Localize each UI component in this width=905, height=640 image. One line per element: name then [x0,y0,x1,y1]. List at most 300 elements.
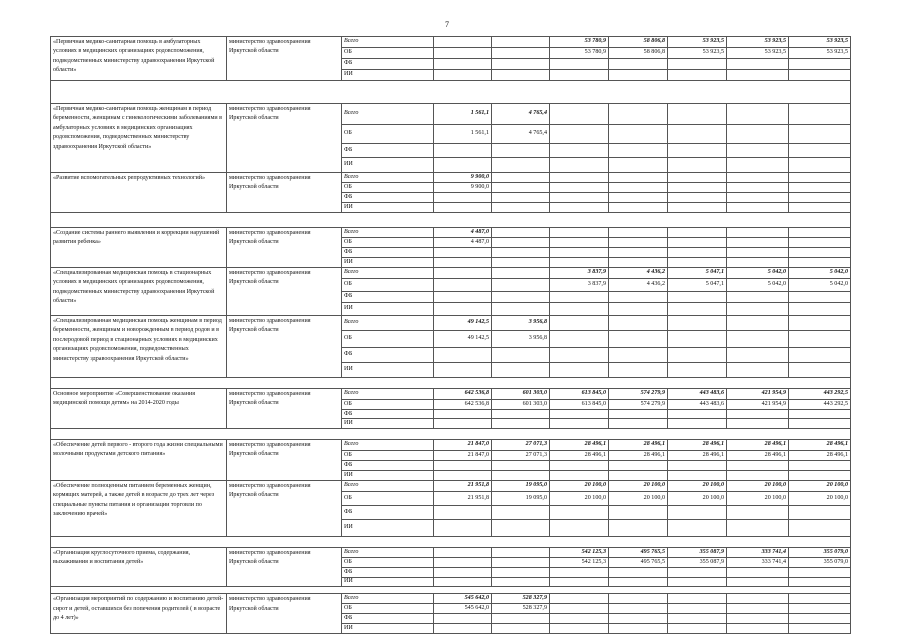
amount-cell [609,158,668,173]
amount-cell [609,104,668,125]
funding-source: ФБ [342,248,434,258]
amount-cell: 3 956,8 [492,316,550,331]
amount-cell [668,104,727,125]
amount-cell [434,363,492,378]
amount-cell [668,183,727,193]
amount-cell [492,460,550,470]
amount-cell [550,248,609,258]
amount-cell [789,363,851,378]
amount-cell: 443 483,6 [668,400,727,410]
amount-cell: 542 125,3 [550,547,609,557]
row-gap [51,428,851,439]
amount-cell [434,567,492,577]
amount-cell [550,59,609,70]
amount-cell [550,238,609,248]
amount-cell [492,348,550,363]
amount-cell [789,594,851,604]
amount-cell [789,258,851,268]
amount-cell: 574 279,9 [609,400,668,410]
amount-cell [609,614,668,624]
amount-cell: 642 536,8 [434,400,492,410]
amount-cell [668,173,727,183]
amount-cell [727,248,789,258]
funding-source: ФБ [342,193,434,203]
amount-cell [550,292,609,303]
amount-cell [434,203,492,213]
amount-cell [550,193,609,203]
amount-cell [668,59,727,70]
amount-cell: 3 837,9 [550,279,609,292]
amount-cell [727,348,789,363]
row-gap-cell [51,536,851,547]
table-row [51,480,851,491]
row-gap [51,213,851,228]
amount-cell [727,519,789,536]
amount-cell [727,303,789,316]
responsible-executor: министерство здравоохранения Иркутской области [227,389,342,429]
amount-cell: 53 780,9 [550,48,609,59]
amount-cell [668,238,727,248]
amount-cell [492,203,550,213]
amount-cell [434,419,492,428]
amount-cell [727,292,789,303]
amount-cell: 355 087,9 [668,557,727,567]
funding-source: ОБ [342,125,434,144]
amount-cell [492,248,550,258]
funding-source: Всего [342,173,434,183]
amount-cell: 20 100,0 [727,491,789,505]
amount-cell [789,193,851,203]
amount-cell [789,419,851,428]
amount-cell [492,410,550,419]
amount-cell: 642 536,8 [434,389,492,400]
amount-cell [550,258,609,268]
amount-cell [434,279,492,292]
amount-cell [609,604,668,614]
responsible-executor: министерство здравоохранения Иркутской области [227,268,342,316]
amount-cell: 28 496,1 [550,439,609,450]
amount-cell [492,292,550,303]
amount-cell: 28 496,1 [668,439,727,450]
amount-cell [434,303,492,316]
amount-cell [492,268,550,279]
amount-cell [492,303,550,316]
amount-cell: 49 142,5 [434,331,492,348]
funding-source: ИИ [342,577,434,586]
amount-cell [789,228,851,238]
amount-cell: 3 837,9 [550,268,609,279]
amount-cell [789,316,851,331]
amount-cell: 20 100,0 [789,491,851,505]
amount-cell: 21 951,8 [434,491,492,505]
amount-cell [668,577,727,586]
funding-source: Всего [342,594,434,604]
amount-cell: 5 042,0 [727,268,789,279]
amount-cell [434,59,492,70]
amount-cell: 28 496,1 [789,439,851,450]
program-name: «Обеспечение детей первого - второго года жизни специальными молочными продуктами детского питания» [51,439,227,480]
amount-cell [550,519,609,536]
row-gap [51,587,851,594]
funding-source: ОБ [342,604,434,614]
amount-cell [434,158,492,173]
amount-cell [789,470,851,480]
amount-cell: 355 087,9 [668,547,727,557]
amount-cell [727,594,789,604]
amount-cell: 19 095,0 [492,480,550,491]
amount-cell [609,303,668,316]
amount-cell: 5 047,1 [668,279,727,292]
amount-cell [727,258,789,268]
amount-cell [668,470,727,480]
funding-source: ИИ [342,419,434,428]
amount-cell [727,419,789,428]
amount-cell [609,348,668,363]
amount-cell [492,567,550,577]
amount-cell [492,59,550,70]
amount-cell [492,238,550,248]
amount-cell [609,193,668,203]
amount-cell: 333 741,4 [727,547,789,557]
funding-source: ФБ [342,292,434,303]
amount-cell [668,363,727,378]
program-name: «Первичная медико-санитарная помощь женщинам в период беременности, женщинам с гинекологическими заболеваниями в амбулаторных условиях в медицинских организациях родовспоможения, подведомственных министерству здравоохранения Иркутской области» [51,104,227,173]
program-name: «Специализированная медицинская помощь в стационарных условиях в медицинских организациях родовспоможения, подведомственных министерству здравоохранения Иркутской области» [51,268,227,316]
amount-cell [550,125,609,144]
amount-cell [550,604,609,614]
amount-cell: 53 780,9 [550,37,609,48]
amount-cell [434,614,492,624]
amount-cell [727,183,789,193]
funding-source: ФБ [342,348,434,363]
amount-cell: 19 095,0 [492,491,550,505]
amount-cell [668,419,727,428]
amount-cell [789,59,851,70]
amount-cell [668,303,727,316]
amount-cell [609,410,668,419]
amount-cell [550,70,609,81]
amount-cell: 53 923,5 [727,48,789,59]
funding-source: ОБ [342,400,434,410]
amount-cell: 1 561,1 [434,104,492,125]
funding-source: Всего [342,439,434,450]
amount-cell [609,203,668,213]
amount-cell [492,48,550,59]
amount-cell [789,70,851,81]
funding-source: ФБ [342,505,434,519]
amount-cell [550,460,609,470]
amount-cell: 5 042,0 [789,268,851,279]
responsible-executor: министерство здравоохранения Иркутской области [227,173,342,213]
amount-cell [492,258,550,268]
amount-cell [668,125,727,144]
amount-cell [434,248,492,258]
amount-cell: 5 042,0 [727,279,789,292]
amount-cell [727,470,789,480]
amount-cell [668,567,727,577]
amount-cell: 28 496,1 [668,450,727,460]
amount-cell: 421 954,9 [727,400,789,410]
amount-cell: 4 765,4 [492,104,550,125]
amount-cell: 601 303,0 [492,400,550,410]
amount-cell [789,183,851,193]
amount-cell [727,238,789,248]
program-name: «Создание системы раннего выявления и коррекции нарушений развития ребенка» [51,228,227,268]
amount-cell [668,594,727,604]
amount-cell [434,505,492,519]
amount-cell [434,557,492,567]
amount-cell: 495 765,5 [609,547,668,557]
funding-source: Всего [342,228,434,238]
amount-cell: 20 100,0 [789,480,851,491]
amount-cell [434,348,492,363]
amount-cell: 58 806,8 [609,37,668,48]
amount-cell: 613 845,0 [550,400,609,410]
amount-cell [727,228,789,238]
amount-cell [668,460,727,470]
amount-cell [727,410,789,419]
amount-cell: 333 741,4 [727,557,789,567]
amount-cell [492,519,550,536]
amount-cell [727,104,789,125]
amount-cell [789,104,851,125]
amount-cell [668,331,727,348]
amount-cell [434,624,492,634]
amount-cell [727,316,789,331]
amount-cell: 443 483,6 [668,389,727,400]
amount-cell: 421 954,9 [727,389,789,400]
amount-cell: 443 292,5 [789,400,851,410]
amount-cell [789,410,851,419]
amount-cell: 355 079,0 [789,557,851,567]
amount-cell: 4 436,2 [609,268,668,279]
amount-cell [434,519,492,536]
amount-cell [492,144,550,158]
amount-cell: 53 923,5 [789,37,851,48]
amount-cell: 53 923,5 [668,37,727,48]
amount-cell: 53 923,5 [668,48,727,59]
row-gap-cell [51,587,851,594]
amount-cell [492,193,550,203]
amount-cell: 355 079,0 [789,547,851,557]
amount-cell: 545 642,0 [434,604,492,614]
amount-cell [492,557,550,567]
amount-cell [789,331,851,348]
amount-cell: 20 100,0 [550,480,609,491]
amount-cell [727,173,789,183]
amount-cell [609,70,668,81]
amount-cell: 20 100,0 [609,491,668,505]
table-row [51,439,851,450]
funding-source: ИИ [342,470,434,480]
funding-source: ИИ [342,363,434,378]
amount-cell: 574 279,9 [609,389,668,400]
amount-cell [434,460,492,470]
amount-cell: 5 042,0 [789,279,851,292]
responsible-executor: министерство здравоохранения Иркутской области [227,104,342,173]
amount-cell [434,193,492,203]
responsible-executor: министерство здравоохранения Иркутской области [227,228,342,268]
amount-cell [550,577,609,586]
amount-cell [550,470,609,480]
amount-cell [609,228,668,238]
funding-source: Всего [342,316,434,331]
amount-cell [434,410,492,419]
amount-cell [550,331,609,348]
funding-source: ИИ [342,258,434,268]
amount-cell: 3 956,8 [492,331,550,348]
amount-cell [727,363,789,378]
amount-cell: 20 100,0 [727,480,789,491]
amount-cell [727,614,789,624]
amount-cell [609,125,668,144]
amount-cell [492,505,550,519]
amount-cell [727,158,789,173]
funding-source: ОБ [342,48,434,59]
program-name: «Развитие вспомогательных репродуктивных технологий» [51,173,227,213]
amount-cell: 542 125,3 [550,557,609,567]
amount-cell [550,228,609,238]
funding-source: ОБ [342,331,434,348]
amount-cell [550,316,609,331]
row-gap-cell [51,213,851,228]
amount-cell: 4 436,2 [609,279,668,292]
amount-cell [550,158,609,173]
amount-cell: 495 765,5 [609,557,668,567]
amount-cell [609,363,668,378]
amount-cell [609,460,668,470]
amount-cell: 528 327,9 [492,594,550,604]
amount-cell: 613 845,0 [550,389,609,400]
amount-cell: 21 951,8 [434,480,492,491]
amount-cell [668,519,727,536]
funding-source: ФБ [342,410,434,419]
funding-source: ОБ [342,450,434,460]
amount-cell [668,258,727,268]
amount-cell [492,37,550,48]
table-row [51,228,851,238]
amount-cell [727,193,789,203]
amount-cell [727,203,789,213]
program-name: «Обеспечение полноценным питанием беременных женщин, кормящих матерей, а также детей в возрасте до трех лет через специальные пункты питания и организации торговли по заключению врачей» [51,480,227,536]
amount-cell: 28 496,1 [609,439,668,450]
program-name: «Организация круглосуточного приема, содержания, выхаживания и воспитания детей» [51,547,227,586]
amount-cell [609,331,668,348]
row-gap-cell [51,428,851,439]
amount-cell [789,125,851,144]
amount-cell [727,567,789,577]
amount-cell [727,70,789,81]
amount-cell: 601 303,0 [492,389,550,400]
amount-cell [434,577,492,586]
amount-cell [609,248,668,258]
amount-cell [550,567,609,577]
amount-cell: 443 292,5 [789,389,851,400]
amount-cell [492,183,550,193]
row-gap [51,536,851,547]
amount-cell: 28 496,1 [789,450,851,460]
amount-cell: 20 100,0 [550,491,609,505]
amount-cell [492,624,550,634]
amount-cell [609,470,668,480]
amount-cell [668,410,727,419]
amount-cell [434,258,492,268]
amount-cell [550,303,609,316]
responsible-executor: министерство здравоохранения Иркутской области [227,37,342,81]
amount-cell: 27 071,3 [492,439,550,450]
amount-cell: 20 100,0 [668,480,727,491]
amount-cell [609,419,668,428]
amount-cell [609,144,668,158]
amount-cell [609,258,668,268]
amount-cell [668,248,727,258]
amount-cell [434,37,492,48]
amount-cell [727,577,789,586]
amount-cell [789,614,851,624]
amount-cell [609,577,668,586]
amount-cell: 4 765,4 [492,125,550,144]
amount-cell [789,238,851,248]
budget-table [50,36,851,634]
amount-cell [434,268,492,279]
amount-cell [789,567,851,577]
amount-cell [609,519,668,536]
amount-cell [727,460,789,470]
amount-cell [789,624,851,634]
responsible-executor: министерство здравоохранения Иркутской области [227,480,342,536]
amount-cell [550,624,609,634]
amount-cell [727,604,789,614]
amount-cell [668,158,727,173]
amount-cell [789,248,851,258]
amount-cell [550,419,609,428]
amount-cell [789,144,851,158]
amount-cell [609,624,668,634]
amount-cell [668,70,727,81]
table-row [51,389,851,400]
amount-cell [550,614,609,624]
amount-cell [668,614,727,624]
table-row [51,37,851,48]
funding-source: ИИ [342,203,434,213]
amount-cell: 20 100,0 [609,480,668,491]
amount-cell [434,547,492,557]
amount-cell [789,604,851,614]
amount-cell [789,158,851,173]
amount-cell [550,144,609,158]
funding-source: ОБ [342,238,434,248]
amount-cell [434,48,492,59]
amount-cell [789,505,851,519]
amount-cell [727,144,789,158]
amount-cell: 28 496,1 [550,450,609,460]
table-row [51,104,851,125]
amount-cell [434,292,492,303]
funding-source: ФБ [342,59,434,70]
amount-cell [789,460,851,470]
responsible-executor: министерство здравоохранения Иркутской области [227,316,342,378]
row-gap [51,81,851,104]
amount-cell [609,238,668,248]
amount-cell: 528 327,9 [492,604,550,614]
amount-cell [609,292,668,303]
amount-cell: 58 806,8 [609,48,668,59]
amount-cell [550,410,609,419]
amount-cell [492,577,550,586]
amount-cell [727,331,789,348]
amount-cell [789,348,851,363]
amount-cell [727,624,789,634]
